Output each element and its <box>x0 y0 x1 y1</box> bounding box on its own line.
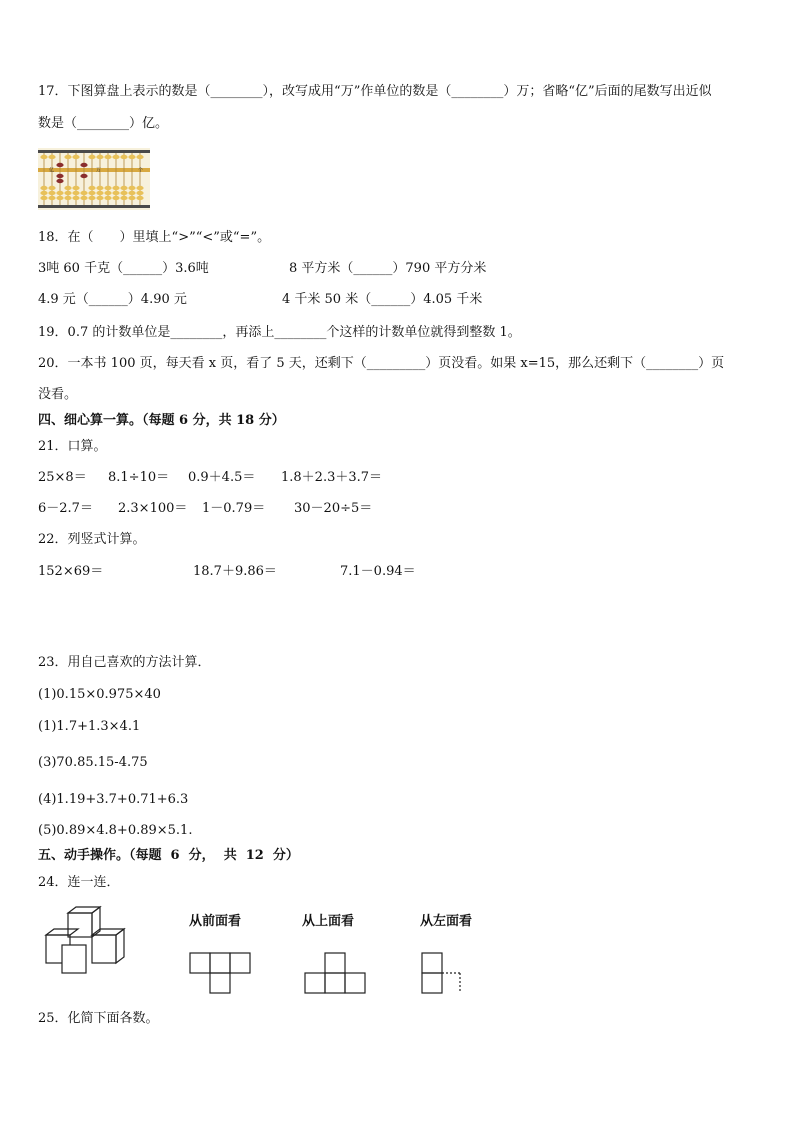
q21-item-6: 2.3×100＝ <box>118 501 188 516</box>
q18-compare-1: 3吨 60 千克（______）3.6吨 <box>38 261 209 276</box>
q18-compare-4: 4 千米 50 米（______）4.05 千米 <box>282 292 483 307</box>
top-view-shape <box>305 953 365 993</box>
abacus-bottom-frame <box>38 205 150 208</box>
q25-text: 25．化简下面各数。 <box>38 1011 159 1026</box>
view-label-top: 从上面看 <box>302 914 355 929</box>
q24-title: 24．连一连． <box>38 875 120 890</box>
abacus-top-frame <box>38 150 150 153</box>
q23-item-5: (5)0.89×4.8+0.89×5.1. <box>38 823 193 838</box>
abacus-label-ge: 个 <box>138 167 144 174</box>
q22-title: 22．列竖式计算。 <box>38 532 146 547</box>
q23-item-4: (4)1.19+3.7+0.71+6.3 <box>38 792 189 807</box>
abacus-label-yi: 亿 <box>49 167 55 174</box>
section-4-heading: 四、细心算一算。（每题 6 分，共 18 分） <box>38 413 285 428</box>
q23-title: 23．用自己喜欢的方法计算． <box>38 655 211 670</box>
q20-line2: 没看。 <box>38 387 78 402</box>
q22-item-1: 152×69＝ <box>38 564 104 579</box>
section-5-heading: 五、动手操作。（每题 6 分， 共 12 分） <box>38 848 299 863</box>
cube-stack-figure <box>46 907 124 973</box>
left-view-shape <box>422 953 460 993</box>
view-label-left: 从左面看 <box>420 914 473 929</box>
abacus-figure <box>38 148 150 210</box>
q21-item-8: 30－20÷5＝ <box>294 501 373 516</box>
front-view-shape <box>190 953 250 993</box>
q22-item-3: 7.1－0.94＝ <box>340 564 416 579</box>
q18-title: 18．在（ ）里填上“>”“<”或“=”。 <box>38 230 271 245</box>
q17-line2: 数是（________）亿。 <box>38 116 169 131</box>
q21-title: 21．口算。 <box>38 439 107 454</box>
q18-compare-2: 8 平方米（______）790 平方分米 <box>289 261 487 276</box>
q21-item-7: 1－0.79＝ <box>202 501 266 516</box>
q23-item-2: (1)1.7+1.3×4.1 <box>38 719 141 734</box>
q24-figures <box>40 905 480 1000</box>
view-label-front: 从前面看 <box>189 914 242 929</box>
q21-item-2: 8.1÷10＝ <box>108 470 170 485</box>
q23-item-3: (3)70.85.15-4.75 <box>38 755 148 770</box>
q23-item-1: (1)0.15×0.975×40 <box>38 687 161 702</box>
q21-item-1: 25×8＝ <box>38 470 87 485</box>
q21-item-5: 6－2.7＝ <box>38 501 93 516</box>
q18-compare-3: 4.9 元（______）4.90 元 <box>38 292 187 307</box>
q20-line1: 20．一本书 100 页，每天看 x 页，看了 5 天，还剩下（_________）页没看。如果 x=15，那么还剩下（________）页 <box>38 356 725 371</box>
q21-item-4: 1.8＋2.3＋3.7＝ <box>281 470 383 485</box>
q22-item-2: 18.7＋9.86＝ <box>193 564 277 579</box>
abacus-beam <box>38 168 150 172</box>
abacus-label-wan: 万 <box>96 167 102 174</box>
q17-line1: 17．下图算盘上表示的数是（________），改写成用“万”作单位的数是（________）万；省略“亿”后面的尾数写出近似 <box>38 84 712 99</box>
q21-item-3: 0.9＋4.5＝ <box>188 470 256 485</box>
q19-text: 19．0.7 的计数单位是________，再添上________个这样的计数单位就得到整数 1。 <box>38 325 521 340</box>
